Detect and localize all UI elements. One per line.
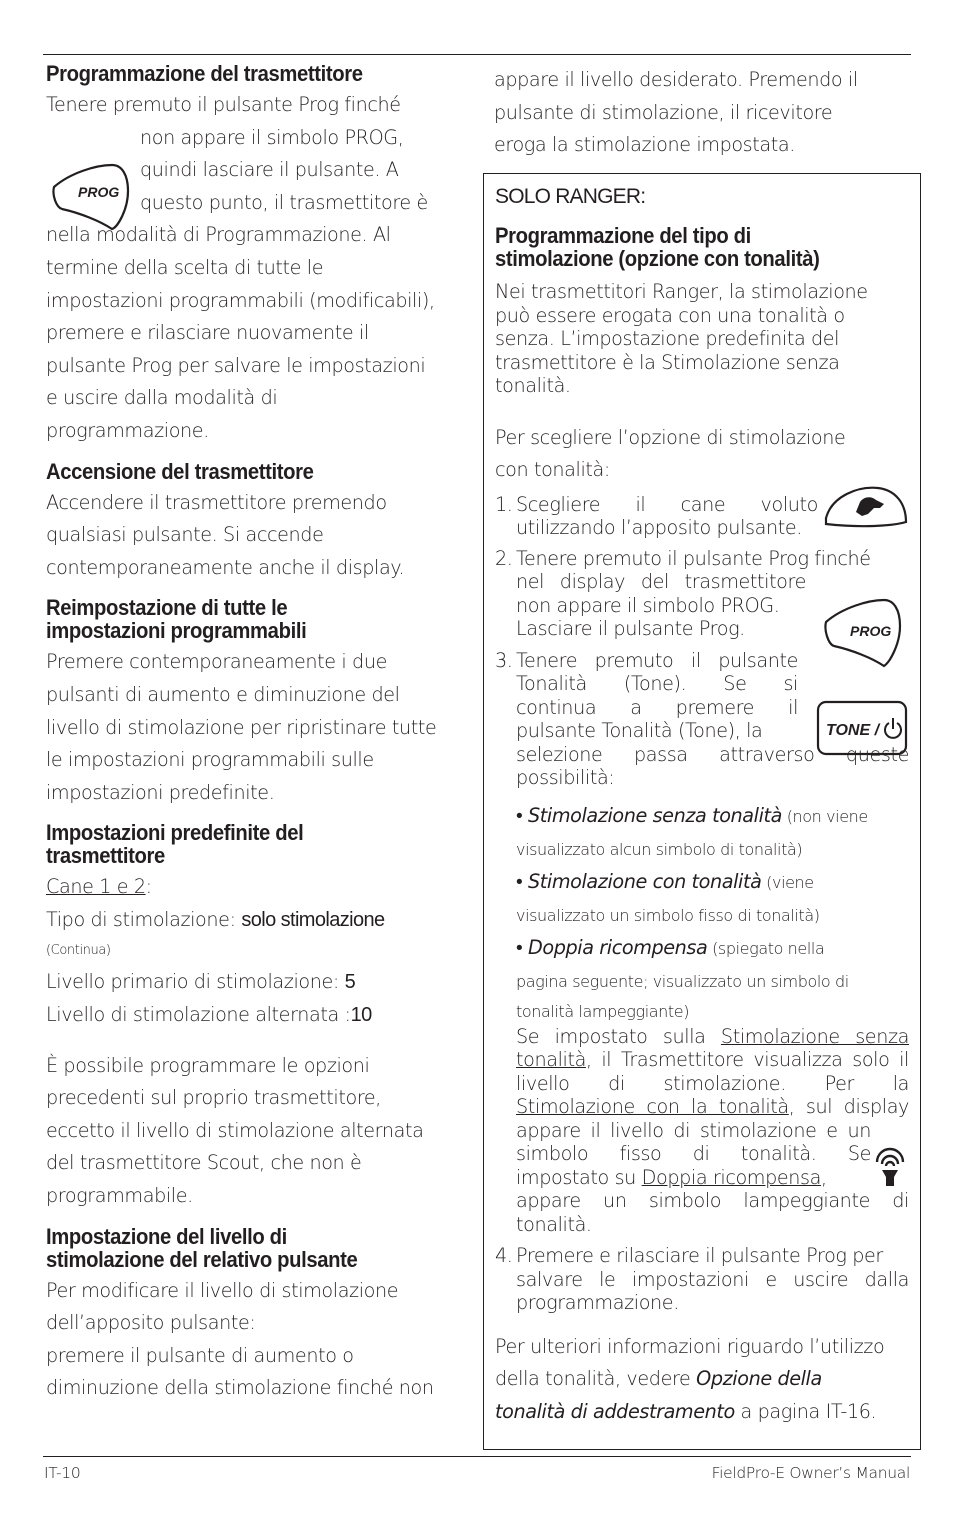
- text-line: quindi lasciare il pulsante. A: [140, 158, 399, 182]
- text-line: termine della scelta di tutte le: [46, 255, 324, 279]
- prog-icon-text: PROG: [850, 623, 892, 639]
- text-span: , il Trasmettitore visualizza solo il: [585, 1048, 909, 1072]
- section-title-power-on: Accensione del trasmettitore: [46, 458, 314, 484]
- dog-select-button-icon: [822, 484, 910, 532]
- text-line: senza. L’impostazione predefinita del: [495, 327, 840, 350]
- text-line: appare il livello desiderato. Premendo il: [494, 68, 858, 91]
- solo-ranger-label: SOLO RANGER:: [495, 185, 646, 208]
- text-line: impostazioni programmabili (modificabili),: [46, 288, 435, 312]
- option-with-tone: • Stimolazione con tonalità (viene: [516, 869, 814, 893]
- text-line: con tonalità:: [495, 458, 610, 482]
- prog-button-icon: [822, 596, 904, 670]
- primary-level-label: Livello primario di stimolazione:: [46, 970, 345, 994]
- text-line: simbolo fisso di tonalità. Se: [516, 1142, 871, 1166]
- text-line: dell’apposito pulsante:: [46, 1311, 256, 1335]
- settings-explanation: [516, 1025, 909, 1237]
- tone-symbol-icon: [872, 1146, 908, 1188]
- text-line: precedenti sul proprio trasmettitore,: [46, 1086, 381, 1110]
- text-line: Per modificare il livello di stimolazione: [46, 1278, 399, 1302]
- section-title-reset-2: impostazioni programmabili: [46, 618, 307, 644]
- section-title-defaults-2: trasmettitore: [46, 843, 165, 869]
- step-4: [495, 1244, 909, 1315]
- text-line: pulsante di stimolazione, il ricevitore: [494, 100, 833, 124]
- text-line: livello di stimolazione per ripristinare tutte: [46, 715, 437, 739]
- stim-type-label: Tipo di stimolazione:: [46, 907, 242, 931]
- text-line: continua a premere il: [516, 695, 798, 719]
- option-note: visualizzato un simbolo fisso di tonalità): [516, 905, 820, 925]
- text-line: diminuzione della stimolazione finché non: [46, 1376, 434, 1400]
- option-note: (non viene: [782, 806, 868, 826]
- box-title: Programmazione del tipo di: [495, 223, 751, 248]
- section-title-button-level: Impostazione del livello di: [46, 1223, 287, 1249]
- continua-note: (Continua): [46, 943, 111, 959]
- text-line: le impostazioni programmabili sulle: [46, 748, 374, 772]
- ranger-only-box: [483, 173, 921, 1450]
- text-line: può essere erogata con una tonalità o: [495, 303, 845, 327]
- left-column: Programmazione del trasmettitore Tenere premuto il pulsante Prog finché non appare il simbolo PROG, quindi lasciare il pulsante. A questo punto, il trasmettitore è nella modalità di Programmazione. Al termine della scelta di tutte le impostazioni programmabili (modificabili), premere e rilasciare nuovamente il pulsante Prog per salvare le impostazioni e uscire dalla modalità di programmazione. PROG Accensione del trasmettitore Accendere il trasmettitore premendo qualsiasi pulsante. Si accende contemporaneamente anche il display. Reimpostazione di tutte le impostazioni programmabili Premere contemporaneamente i due pulsanti di aumento e diminuzione del livello di stimolazione per ripristinare tutte le impostazioni programmabili sulle impostazioni predefinite. Impostazioni predefinite del trasmettitore Cane 1 e 2: Tipo di stimolazione: solo stimolazione (Continua) Livello primario di stimolazione: 5 Livello di stimolazione alternata :10 È possibile programmare le opzioni precedenti sul proprio trasmettitore, eccetto il livello di stimolazione alternata del trasmettitore Scout, che non è programmabile. Impostazione del livello di stimolazione del relativo pulsante Per modificare il livello di stimolazione dell’apposito pulsante: premere il pulsante di aumento o diminuzione della stimolazione finché non: [46, 62, 462, 1405]
- text-line: pulsante Tonalità (Tone), la: [516, 719, 763, 743]
- option-label: Doppia ricompensa: [528, 935, 708, 959]
- text-line: eroga la stimolazione impostata.: [494, 133, 795, 157]
- primary-level-value: 5: [344, 971, 356, 994]
- option-label: Stimolazione senza tonalità: [528, 803, 783, 827]
- text-span: a pagina IT-16.: [734, 1399, 877, 1423]
- text-line: Tonalità (Tone). Se si: [516, 672, 798, 696]
- option-note: pagina seguente; visualizzato un simbolo di: [516, 971, 849, 991]
- text-line: premere e rilasciare nuovamente il: [46, 321, 369, 345]
- text-line: pulsante Prog per salvare le impostazioni: [46, 353, 426, 377]
- text-line: non appare il simbolo PROG,: [140, 125, 404, 149]
- dogs-label: Cane 1 e 2: [46, 875, 146, 899]
- text-line: questo punto, il trasmettitore è: [140, 190, 428, 214]
- step-number: 1.: [495, 492, 513, 516]
- text-span: tonalità di addestramento: [495, 1399, 735, 1423]
- text-line: salvare le impostazioni e uscire dalla: [516, 1267, 909, 1291]
- text-line: premere il pulsante di aumento o: [46, 1343, 354, 1367]
- prog-icon-text: PROG: [78, 184, 120, 200]
- option-note: (viene: [761, 872, 814, 892]
- text-line: Tenere premuto il pulsante: [516, 648, 798, 672]
- text-span: impostato su: [516, 1165, 642, 1189]
- text-line: del trasmettitore Scout, che non è: [46, 1151, 362, 1175]
- text-line: Per ulteriori informazioni riguardo l’utilizzo: [495, 1334, 885, 1358]
- text-line: programmabile.: [46, 1184, 193, 1208]
- text-line: appare il livello di stimolazione e un: [516, 1118, 871, 1142]
- option-note: tonalità lampeggiante): [516, 1001, 690, 1021]
- text-line: e uscire dalla modalità di: [46, 386, 278, 410]
- text-line: impostazioni predefinite.: [46, 780, 275, 804]
- alt-level-value: 10: [350, 1004, 372, 1027]
- text-line: contemporaneamente anche il display.: [46, 555, 405, 579]
- text-line: tonalità.: [495, 374, 571, 397]
- text-span: tonalità: [516, 1048, 586, 1072]
- text-line: eccetto il livello di stimolazione alternata: [46, 1118, 424, 1142]
- text-line: È possibile programmare le opzioni: [46, 1053, 370, 1077]
- text-span: , sul display: [788, 1095, 910, 1119]
- section-title-reset: Reimpostazione di tutte le: [46, 595, 288, 621]
- text-span: della tonalità, vedere: [495, 1367, 697, 1391]
- text-line: non appare il simbolo PROG.: [516, 593, 780, 617]
- text-span: Stimolazione senza: [720, 1024, 909, 1048]
- right-column: [494, 64, 910, 162]
- text-line: Premere contemporaneamente i due: [46, 650, 387, 674]
- text-line: Nei trasmettitori Ranger, la stimolazione: [495, 280, 868, 303]
- top-rule: [43, 54, 911, 55]
- text-line: trasmettitore è la Stimolazione senza: [495, 350, 840, 374]
- text-line: programmazione.: [46, 418, 209, 442]
- option-label: Stimolazione con tonalità: [528, 869, 762, 893]
- text-span: ,: [821, 1165, 827, 1189]
- text-line: Per scegliere l’opzione di stimolazione: [495, 425, 846, 449]
- section-title-button-level-2: stimolazione del relativo pulsante: [46, 1246, 358, 1272]
- page-number: IT-10: [44, 1464, 81, 1482]
- box-title-2: stimolazione (opzione con tonalità): [495, 246, 820, 271]
- text-line: livello di stimolazione. Per la: [516, 1071, 909, 1095]
- section-title-defaults: Impostazioni predefinite del: [46, 820, 304, 846]
- tone-icon-text: TONE /: [826, 722, 880, 739]
- text-line: nella modalità di Programmazione. Al: [46, 223, 391, 247]
- text-line: Tenere premuto il pulsante Prog finché: [516, 546, 871, 570]
- manual-title: FieldPro-E Owner’s Manual: [711, 1464, 910, 1482]
- text-span: Doppia ricompensa: [641, 1165, 822, 1189]
- text-span: Opzione della: [696, 1367, 822, 1391]
- section-title-programming: Programmazione del trasmettitore: [46, 61, 363, 86]
- option-no-tone: • Stimolazione senza tonalità (non viene: [516, 803, 868, 827]
- option-note: (spiegato nella: [707, 938, 825, 958]
- step-number: 3.: [495, 648, 513, 672]
- option-double-reward: • Doppia ricompensa (spiegato nella: [516, 935, 825, 959]
- option-note: visualizzato alcun simbolo di tonalità): [516, 839, 803, 859]
- text-line: nel display del trasmettitore: [516, 570, 806, 594]
- text-line: Accendere il trasmettitore premendo: [46, 490, 387, 514]
- text-line: Premere e rilasciare il pulsante Prog per: [516, 1244, 883, 1268]
- prog-button-icon: [50, 161, 132, 233]
- power-icon: [885, 718, 901, 738]
- text-line: utilizzando l’apposito pulsante.: [516, 516, 802, 540]
- text-line: pulsanti di aumento e diminuzione del: [46, 682, 400, 706]
- text-line: qualsiasi pulsante. Si accende: [46, 523, 324, 547]
- bottom-rule: [43, 1456, 911, 1457]
- text-line: tonalità.: [516, 1212, 592, 1236]
- text-line: Tenere premuto il pulsante Prog finché: [46, 93, 401, 116]
- step-number: 4.: [495, 1244, 513, 1268]
- text-line: Scegliere il cane voluto: [516, 492, 818, 516]
- tone-button-icon: [816, 700, 908, 756]
- text-line: programmazione.: [516, 1291, 679, 1315]
- text-span: Se impostato sulla: [516, 1024, 721, 1048]
- text-span: Stimolazione con la tonalità: [516, 1095, 789, 1119]
- text-line: possibilità:: [516, 766, 615, 790]
- step-number: 2.: [495, 546, 513, 570]
- text-line: appare un simbolo lampeggiante di: [516, 1189, 909, 1213]
- stim-type-value: solo stimolazione: [241, 908, 385, 931]
- text-line: Lasciare il pulsante Prog.: [516, 617, 745, 641]
- text-line: selezione passa attraverso queste: [516, 742, 909, 766]
- alt-level-label: Livello di stimolazione alternata :: [46, 1003, 351, 1027]
